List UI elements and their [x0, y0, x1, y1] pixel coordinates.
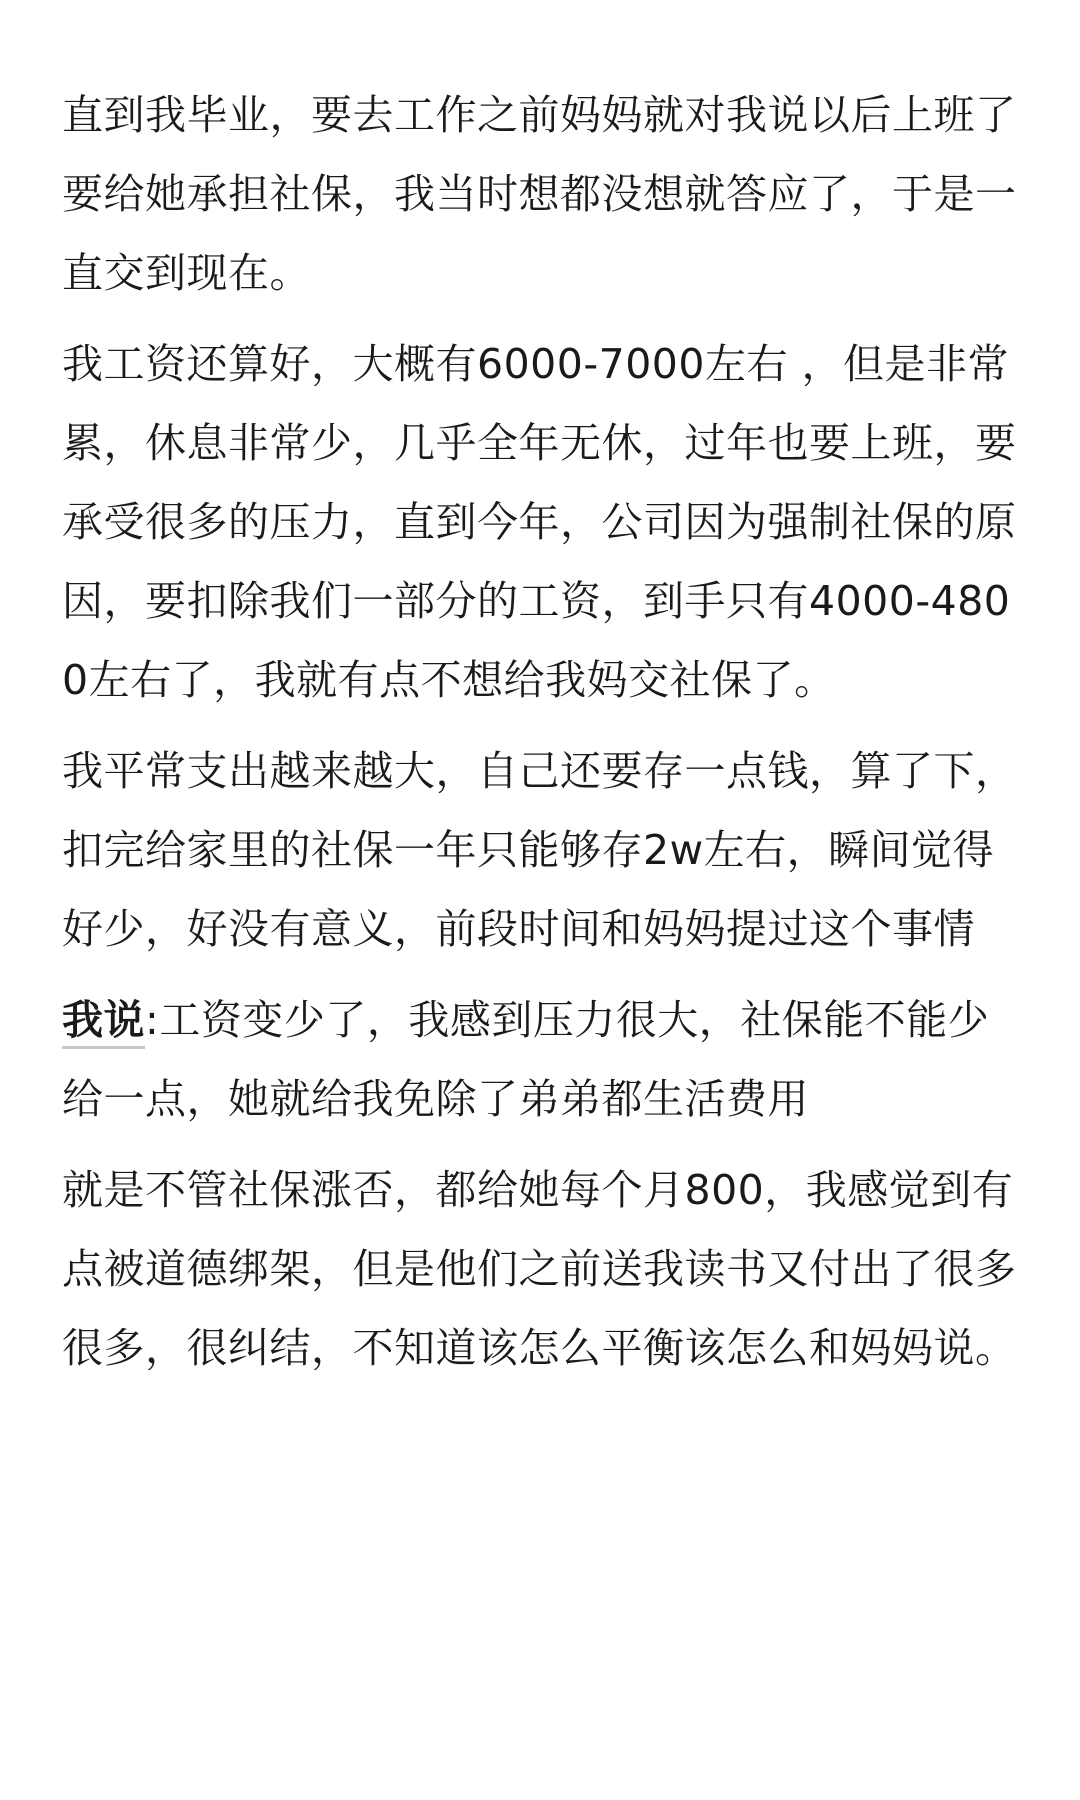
quote-paragraph	[62, 981, 1018, 1139]
paragraph-2: 我工资还算好，大概有6000-7000左右 ，但是非常累，休息非常少，几乎全年无休，过年也要上班，要承受很多的压力，直到今年，公司因为强制社保的原因，要扣除我们一部分的工资，到手只有4000-4800左右了，我就有点不想给我妈交社保了。	[62, 340, 1017, 704]
quote-speaker: 我说	[62, 996, 145, 1049]
paragraph-1: 直到我毕业，要去工作之前妈妈就对我说以后上班了要给她承担社保，我当时想都没想就答应了，于是一直交到现在。	[62, 91, 1017, 297]
paragraph-3: 我平常支出越来越大，自己还要存一点钱，算了下，扣完给家里的社保一年只能够存2w左右，瞬间觉得好少，好没有意义，前段时间和妈妈提过这个事情	[62, 747, 1017, 953]
quote-text: :工资变少了，我感到压力很大，社保能不能少给一点，她就给我免除了弟弟都生活费用	[62, 996, 990, 1123]
closing-paragraph: 就是不管社保涨否，都给她每个月800，我感觉到有点被道德绑架，但是他们之前送我读书又付出了很多很多，很纠结，不知道该怎么平衡该怎么和妈妈说。	[62, 1166, 1017, 1372]
